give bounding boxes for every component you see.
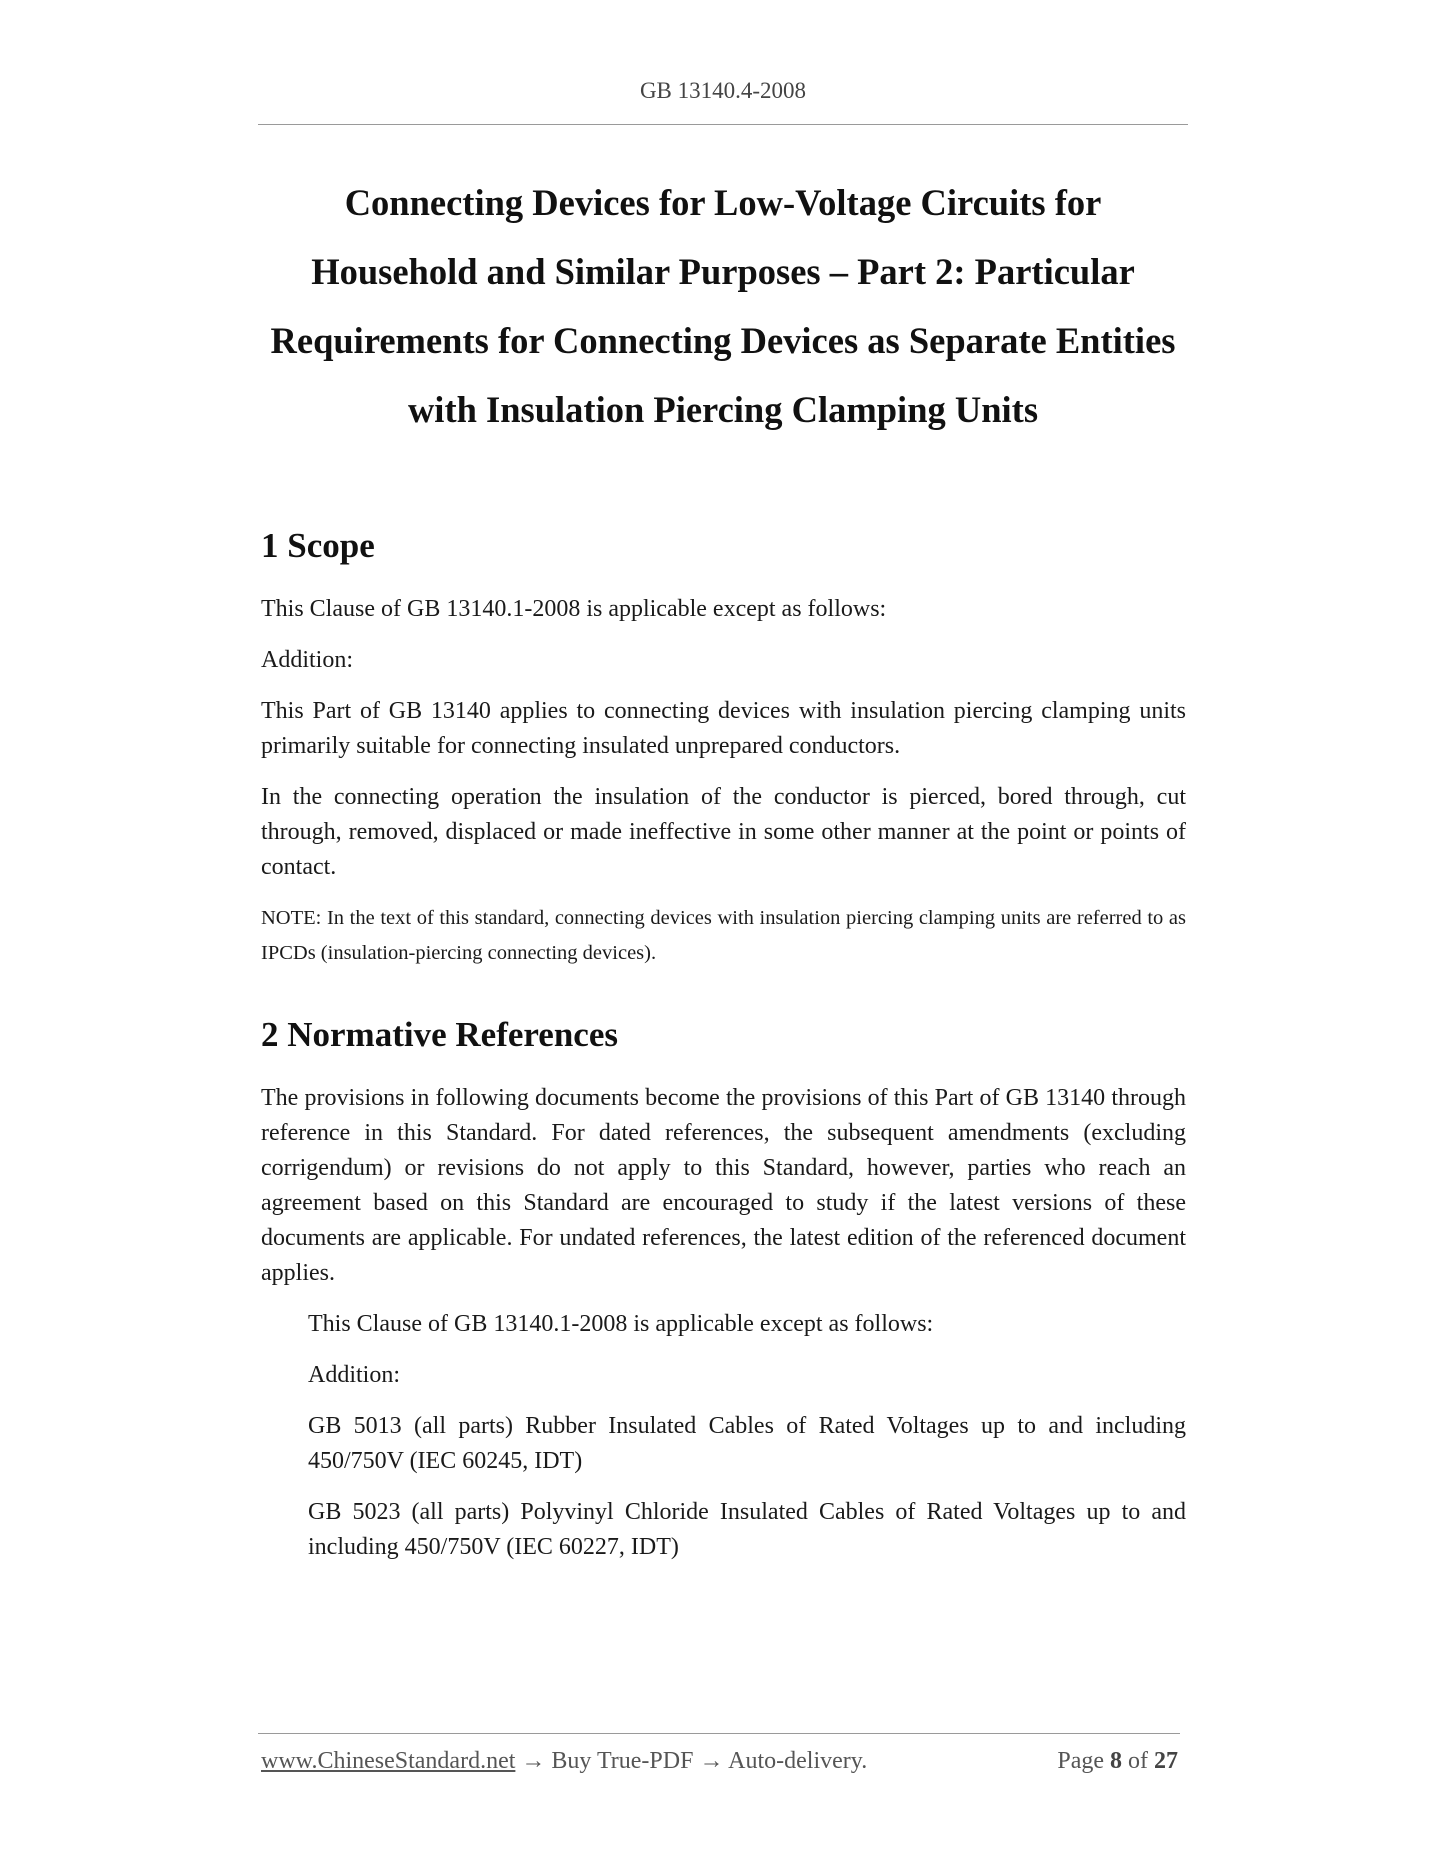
reference-item: GB 5013 (all parts) Rubber Insulated Cables of Rated Voltages up to and including 450/750V (IEC 60245, IDT) xyxy=(308,1413,1186,1474)
paragraph: In the connecting operation the insulation of the conductor is pierced, bored through, cut through, removed, displaced or made ineffective in some other manner at the point or points of contact. xyxy=(261,784,1186,880)
buy-link: Buy True-PDF xyxy=(551,1748,694,1774)
arrow-right-icon: → xyxy=(699,1748,724,1774)
footer-promo xyxy=(261,1748,867,1775)
running-header: GB 13140.4-2008 xyxy=(639,78,807,103)
of-label: of xyxy=(1128,1748,1148,1774)
section-heading-references: 2 Normative References xyxy=(261,1015,618,1054)
paragraph: This Clause of GB 13140.1-2008 is applicable except as follows: xyxy=(308,1311,934,1337)
delivery-text: Auto-delivery. xyxy=(728,1748,868,1774)
footer-divider xyxy=(258,1733,1180,1734)
document-title: Connecting Devices for Low-Voltage Circuits for Household and Similar Purposes – Part 2: Particular Requirements for Connecting Devices as Separate Entities with Insulation Piercing Clamping Units xyxy=(270,182,1176,430)
paragraph: The provisions in following documents become the provisions of this Part of GB 13140 through reference in this Standard. For dated references, the subsequent amendments (excluding corrigendum) or revisions do not apply to this Standard, however, parties who reach an agreement based on this Standard are encouraged to study if the latest versions of these documents are applicable. For undated references, the latest edition of the referenced document applies. xyxy=(261,1085,1186,1286)
page-label: Page xyxy=(1057,1748,1104,1774)
paragraph: This Clause of GB 13140.1-2008 is applicable except as follows: xyxy=(261,596,887,622)
arrow-right-icon: → xyxy=(521,1748,546,1774)
reference-item: GB 5023 (all parts) Polyvinyl Chloride Insulated Cables of Rated Voltages up to and including 450/750V (IEC 60227, IDT) xyxy=(308,1499,1186,1560)
header-divider xyxy=(258,124,1188,125)
page-counter xyxy=(1057,1748,1178,1775)
total-pages-number: 27 xyxy=(1154,1748,1178,1774)
paragraph: This Part of GB 13140 applies to connecting devices with insulation piercing clamping units primarily suitable for connecting insulated unprepared conductors. xyxy=(261,698,1186,759)
note: NOTE: In the text of this standard, connecting devices with insulation piercing clamping units are referred to as IPCDs (insulation-piercing connecting devices). xyxy=(261,907,1186,964)
paragraph: Addition: xyxy=(308,1362,401,1388)
website-link[interactable]: www.ChineseStandard.net xyxy=(261,1748,516,1774)
paragraph: Addition: xyxy=(261,647,354,673)
document-body xyxy=(261,520,1186,1565)
section-heading-scope: 1 Scope xyxy=(261,526,375,565)
current-page-number: 8 xyxy=(1110,1748,1122,1774)
page-footer xyxy=(261,1748,1178,1782)
